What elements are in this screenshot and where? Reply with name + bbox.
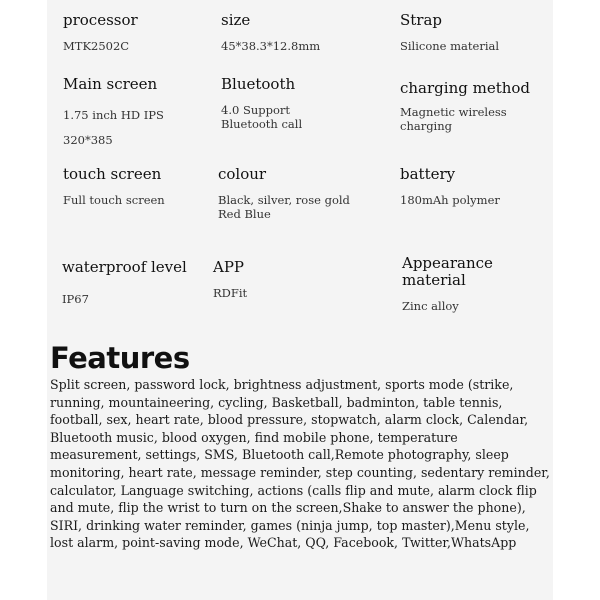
spec-label: battery: [400, 165, 456, 183]
spec-processor: [63, 12, 138, 53]
spec-value: 45*38.3*12.8mm: [221, 39, 321, 53]
spec-label: Main screen: [63, 75, 158, 93]
spec-label: Appearance material: [402, 254, 493, 289]
spec-label: APP: [213, 258, 245, 276]
spec-label: touch screen: [63, 165, 162, 183]
spec-size: [221, 12, 320, 53]
spec-waterproof-level: [62, 259, 187, 306]
spec-appearance-material: [402, 255, 493, 313]
spec-value: 4.0 Support Bluetooth call: [221, 103, 303, 131]
spec-label: Bluetooth: [221, 75, 296, 93]
spec-bluetooth: [221, 76, 302, 131]
spec-value: 180mAh polymer: [400, 193, 500, 207]
spec-value: MTK2502C: [63, 39, 130, 53]
spec-label: colour: [218, 165, 267, 183]
spec-label: waterproof level: [62, 258, 187, 276]
spec-value: Black, silver, rose gold Red Blue: [218, 193, 350, 221]
spec-charging-method: [400, 80, 530, 133]
spec-value: Silicone material: [400, 39, 500, 53]
spec-battery: [400, 166, 500, 207]
spec-label: size: [221, 11, 251, 29]
spec-value: Full touch screen: [63, 193, 165, 207]
spec-value: 1.75 inch HD IPS 320*385: [63, 108, 164, 147]
features-heading: Features: [50, 341, 190, 375]
spec-strap: [400, 12, 499, 53]
features-description: Split screen, password lock, brightness adjustment, sports mode (strike, running, mountaineering, cycling, Basketball, badminton, table tennis, football, sex, heart rate, blood pressure, stopwatch, alarm clock, Calendar, Bluetooth music, blood oxygen, find mobile phone, temperature measurement, settings, SMS, Bluetooth call,Remote photography, sleep monitoring, heart rate, message reminder, step counting, sedentary reminder, calculator, Language switching, actions (calls flip and mute, alarm clock flip and mute, flip the wrist to turn on the screen,Shake to answer the phone), SIRI, drinking water reminder, games (ninja jump, top master),Menu style, lost alarm, point-saving mode, WeChat, QQ, Facebook, Twitter,WhatsApp: [50, 377, 550, 551]
spec-label: Strap: [400, 11, 443, 29]
spec-value: Magnetic wireless charging: [400, 105, 507, 133]
spec-touch-screen: [63, 166, 165, 207]
spec-value: IP67: [62, 292, 89, 306]
spec-value: RDFit: [213, 286, 248, 300]
spec-app: [213, 259, 247, 300]
spec-value: Zinc alloy: [402, 299, 459, 313]
spec-label: charging method: [400, 79, 531, 97]
spec-main-screen: [63, 76, 164, 153]
spec-label: processor: [63, 11, 138, 29]
spec-colour: [218, 166, 350, 221]
